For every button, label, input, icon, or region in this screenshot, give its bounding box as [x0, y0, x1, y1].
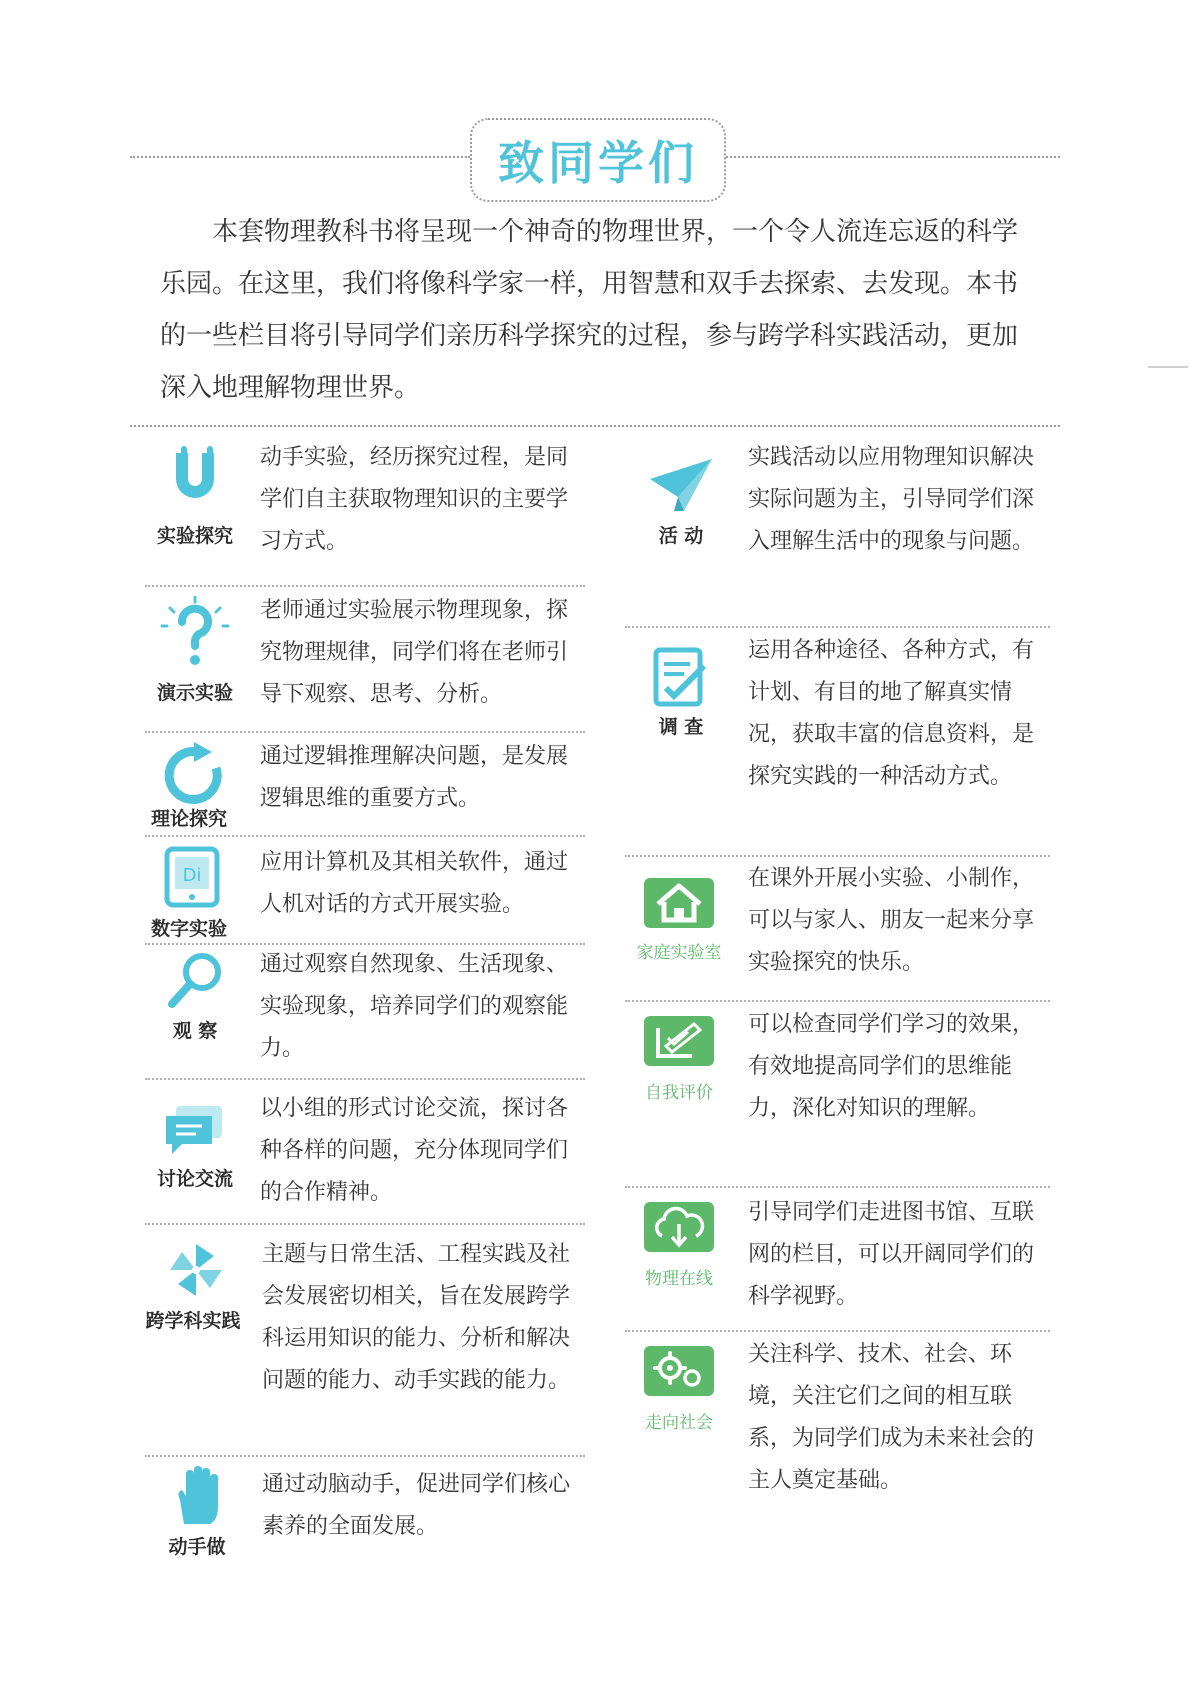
item-observation: [140, 950, 590, 1080]
item-discussion: [140, 1094, 590, 1224]
item-self-assessment: [620, 1010, 1070, 1180]
chat-icon: [162, 1104, 226, 1160]
magnifier-icon: [166, 950, 226, 1010]
intro-paragraph: 本套物理教科书将呈现一个神奇的物理世界，一个令人流连忘返的科学乐园。在这里，我们将像科学家一样，用智慧和双手去探索、去发现。本书的一些栏目将引导同学们亲历科学探究的过程，参与跨学科实践活动，更加深入地理解物理世界。: [160, 217, 1019, 403]
item-description: 通过动脑动手，促进同学们核心素养的全面发展。: [262, 1472, 571, 1539]
item-description: 主题与日常生活、工程实践及社会发展密切相关，旨在发展跨学科运用知识的能力、分析和解决问题的能力、动手实践的能力。: [262, 1242, 571, 1393]
item-interdisciplinary-practice: [140, 1240, 590, 1450]
item-separator: [625, 1186, 1050, 1188]
item-theory-inquiry: [140, 740, 590, 830]
item-towards-society: [620, 1340, 1070, 1510]
question-bulb-icon: [158, 596, 232, 670]
item-label: 跨学科实践: [145, 1310, 241, 1332]
item-label: 物理在线: [645, 1269, 713, 1289]
hand-icon: [170, 1466, 224, 1526]
item-demo-experiment: [140, 596, 590, 726]
item-label: 动手做: [168, 1536, 226, 1558]
item-survey: [620, 636, 1070, 846]
section-divider: [130, 425, 1060, 427]
item-separator: [145, 1078, 585, 1080]
item-hands-on: [140, 1466, 590, 1556]
item-separator: [145, 585, 585, 587]
item-experiment-inquiry: [140, 445, 590, 575]
margin-mark: [1148, 366, 1188, 368]
paper-plane-icon: [648, 457, 714, 513]
title-rule-right: [722, 156, 1060, 158]
gears-icon: [644, 1346, 714, 1396]
title-frame: [470, 118, 726, 202]
item-physics-online: [620, 1196, 1070, 1326]
page-title: 致同学们: [498, 136, 698, 190]
cloud-download-icon: [644, 1202, 714, 1252]
magnet-icon: [162, 445, 228, 511]
item-home-lab: [620, 864, 1070, 994]
item-description: 通过观察自然现象、生活现象、实验现象，培养同学们的观察能力。: [260, 952, 569, 1061]
title-rule-left: [130, 156, 470, 158]
item-description: 运用各种途径、各种方式，有计划、有目的地了解真实情况，获取丰富的信息资料，是探究实践的一种活动方式。: [748, 638, 1035, 789]
item-separator: [145, 1223, 585, 1225]
item-description: 关注科学、技术、社会、环境，关注它们之间的相互联系，为同学们成为未来社会的主人奠定基础。: [748, 1342, 1035, 1493]
item-description: 在课外开展小实验、小制作，可以与家人、朋友一起来分享实验探究的快乐。: [748, 866, 1035, 975]
clipboard-icon: [652, 646, 708, 710]
item-description: 通过逻辑推理解决问题，是发展逻辑思维的重要方式。: [260, 744, 569, 811]
item-description: 实践活动以应用物理知识解决实际问题为主，引导同学们深入理解生活中的现象与问题。: [748, 445, 1035, 554]
item-separator: [145, 731, 585, 733]
tablet-icon: [164, 846, 220, 908]
pinwheel-icon: [166, 1240, 226, 1300]
item-separator: [625, 1330, 1050, 1332]
item-label: 演示实验: [156, 682, 233, 704]
item-label: 理论探究: [150, 808, 227, 830]
item-description: 可以检查同学们学习的效果，有效地提高同学们的思维能力，深化对知识的理解。: [748, 1012, 1035, 1121]
item-label: 实验探究: [156, 525, 233, 547]
item-label: 讨论交流: [156, 1168, 233, 1190]
house-icon: [644, 878, 714, 928]
item-description: 应用计算机及其相关软件，通过人机对话的方式开展实验。: [260, 850, 569, 917]
item-label: 走向社会: [645, 1413, 713, 1433]
item-separator: [625, 855, 1050, 857]
item-label: 观 察: [172, 1020, 218, 1042]
item-label: 调 查: [658, 716, 704, 738]
item-separator: [625, 1000, 1050, 1002]
item-label: 活 动: [658, 525, 704, 547]
item-digital-experiment: [140, 846, 590, 940]
item-description: 老师通过实验展示物理现象，探究物理规律，同学们将在老师引导下观察、思考、分析。: [260, 598, 569, 707]
item-label: 家庭实验室: [636, 943, 722, 963]
item-separator: [145, 835, 585, 837]
item-separator: [625, 626, 1050, 628]
svg-text:Di: Di: [182, 865, 202, 886]
item-label: 自我评价: [645, 1083, 713, 1103]
item-label: 数字实验: [150, 918, 227, 940]
item-separator: [145, 1455, 585, 1457]
item-activity: [620, 445, 1070, 615]
item-description: 动手实验，经历探究过程，是同学们自主获取物理知识的主要学习方式。: [260, 445, 569, 554]
cycle-icon: [158, 740, 230, 812]
item-description: 以小组的形式讨论交流，探讨各种各样的问题，充分体现同学们的合作精神。: [260, 1096, 569, 1205]
pen-check-icon: [644, 1016, 714, 1066]
item-description: 引导同学们走进图书馆、互联网的栏目，可以开阔同学们的科学视野。: [748, 1200, 1035, 1309]
